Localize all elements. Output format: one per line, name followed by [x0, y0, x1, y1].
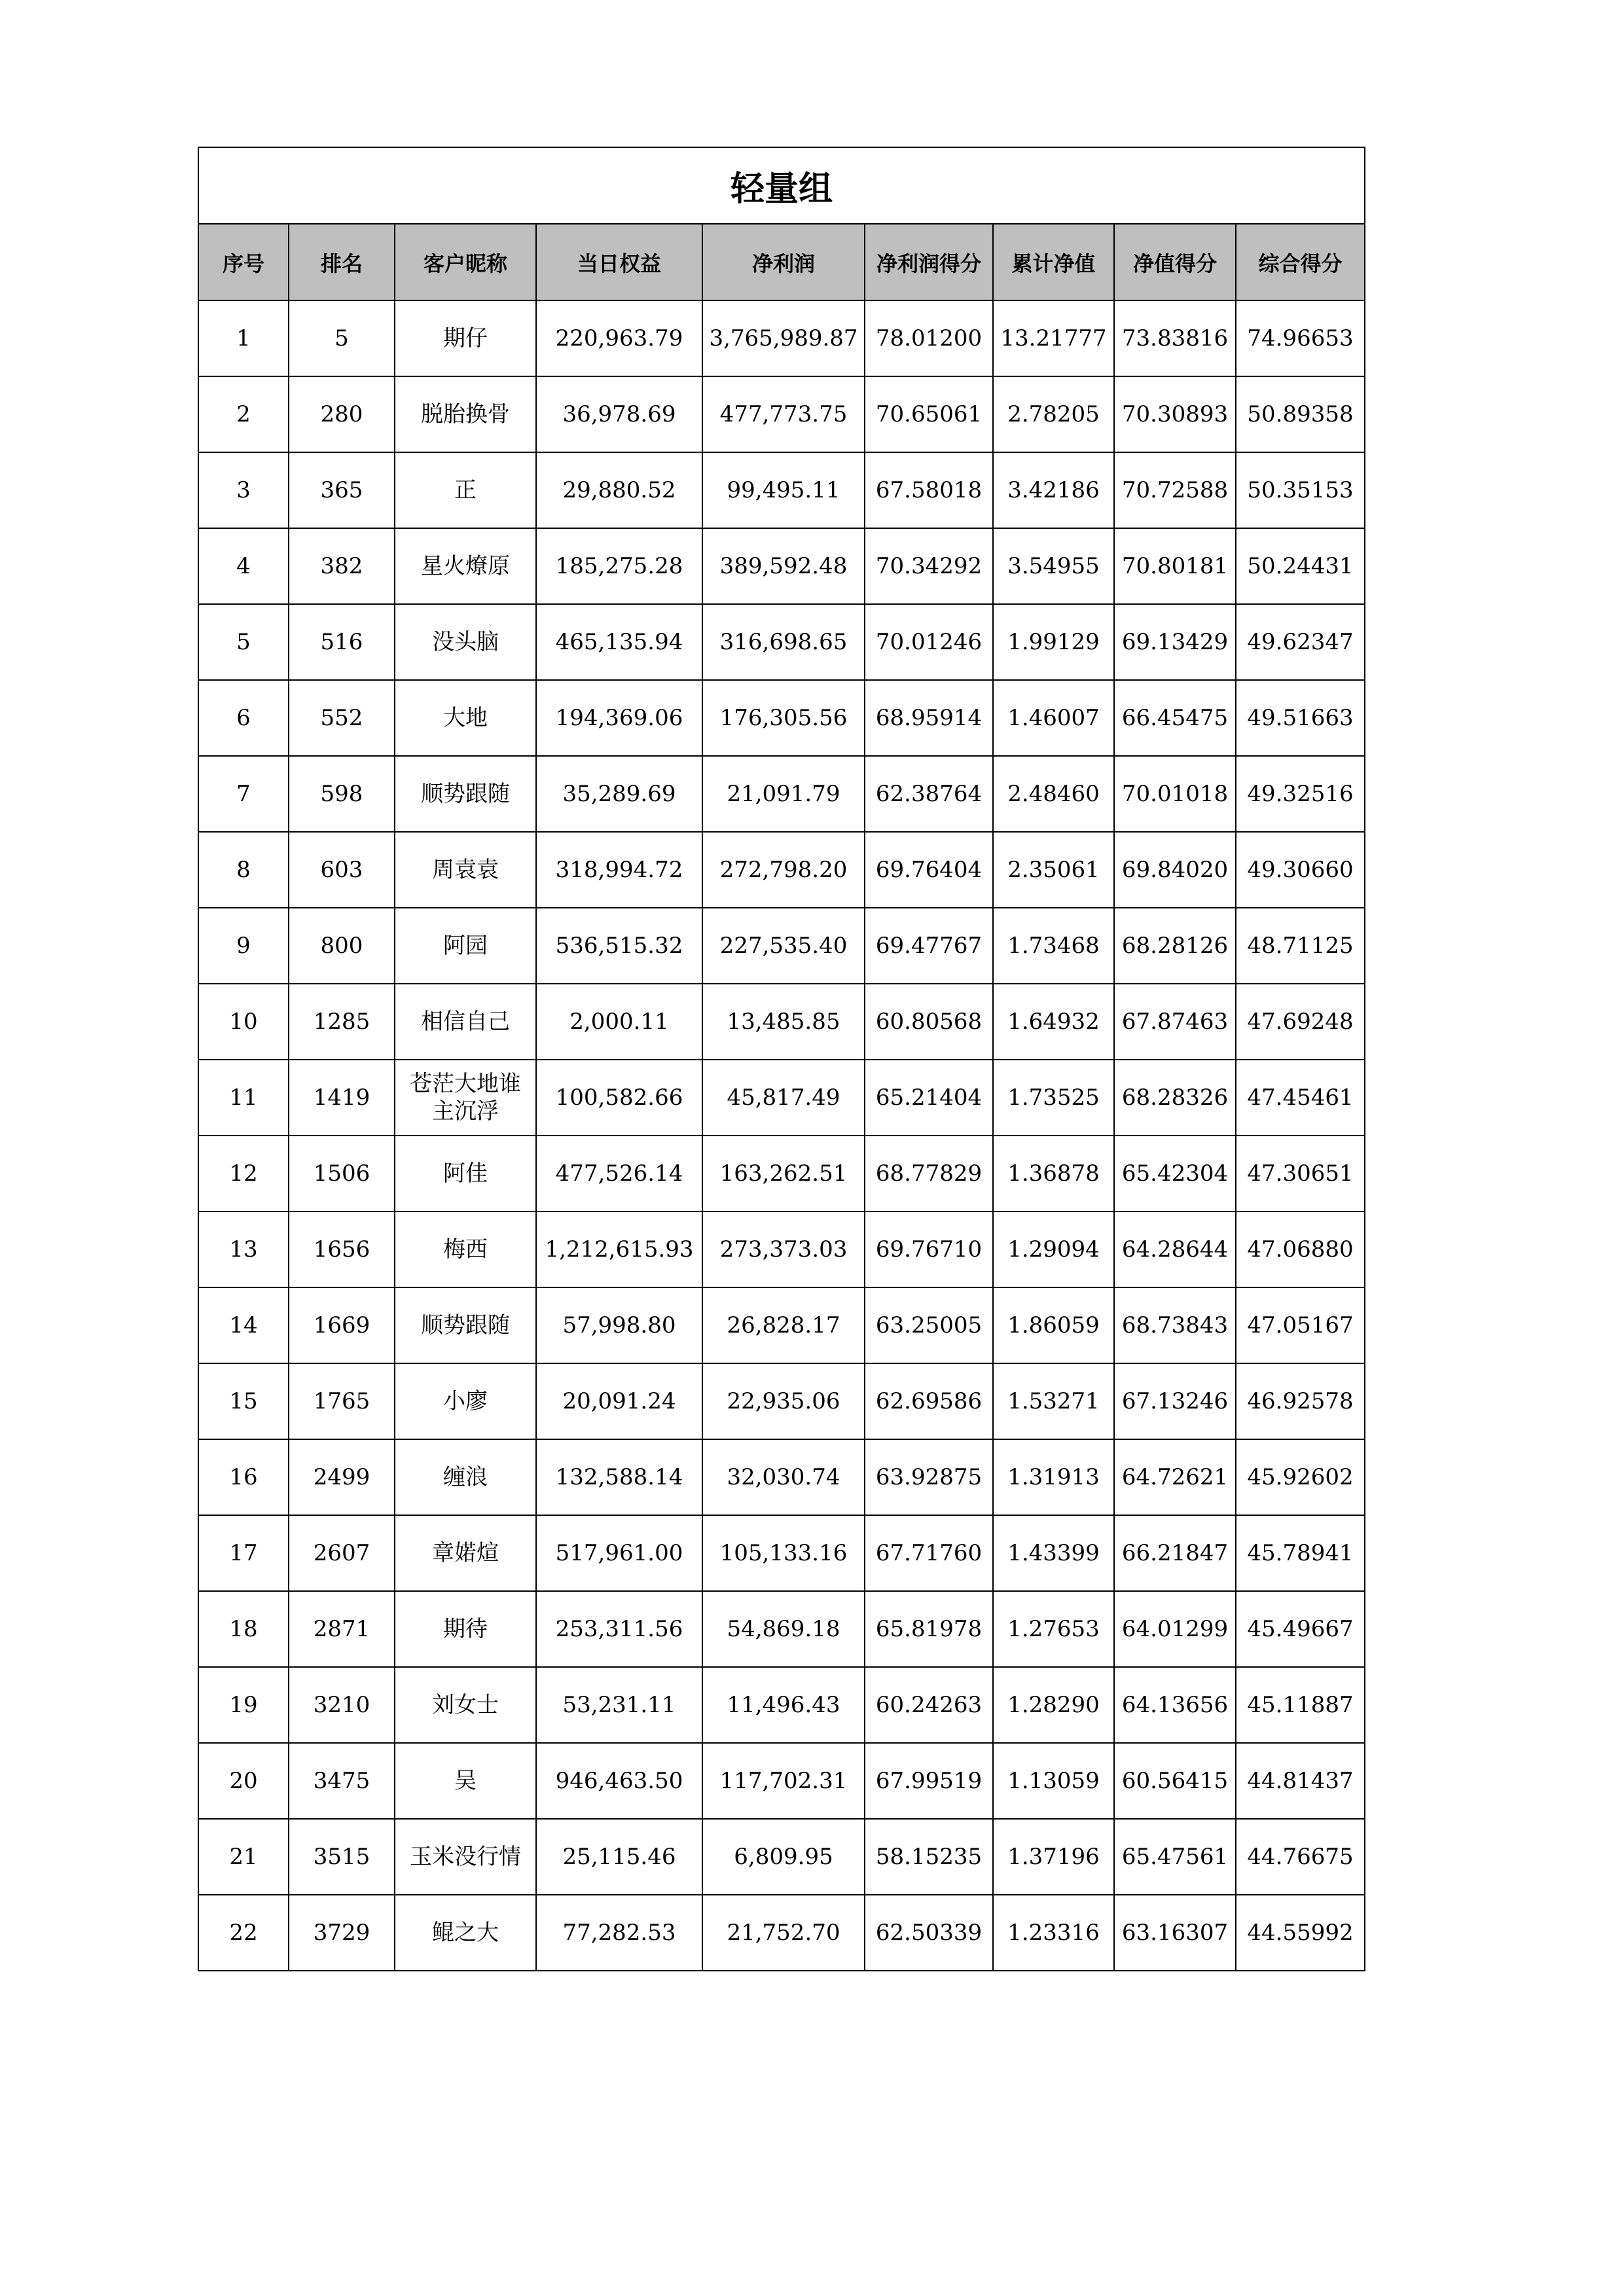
cell-equity: 57,998.80	[536, 1287, 702, 1363]
cell-nav-score: 73.83816	[1114, 300, 1236, 376]
cell-total-score: 50.89358	[1236, 376, 1365, 452]
table-row	[198, 832, 1365, 908]
cell-nickname: 大地	[395, 680, 536, 756]
cell-rank: 1285	[289, 984, 395, 1060]
cell-profit-score: 62.50339	[865, 1895, 993, 1971]
cell-cumulative-nav: 2.35061	[993, 832, 1114, 908]
cell-equity: 2,000.11	[536, 984, 702, 1060]
cell-total-score: 74.96653	[1236, 300, 1365, 376]
cell-nav-score: 68.28326	[1114, 1060, 1236, 1136]
cell-total-score: 45.78941	[1236, 1515, 1365, 1591]
cell-nickname: 吴	[395, 1743, 536, 1819]
ranking-sheet	[198, 147, 1364, 1971]
cell-nickname: 阿佳	[395, 1136, 536, 1211]
table-row	[198, 300, 1365, 376]
cell-equity: 77,282.53	[536, 1895, 702, 1971]
table-row	[198, 1363, 1365, 1439]
cell-profit-score: 63.92875	[865, 1439, 993, 1515]
cell-net-profit: 21,752.70	[702, 1895, 865, 1971]
cell-net-profit: 13,485.85	[702, 984, 865, 1060]
cell-index: 18	[198, 1591, 289, 1667]
cell-profit-score: 63.25005	[865, 1287, 993, 1363]
cell-nickname: 正	[395, 452, 536, 528]
cell-index: 19	[198, 1667, 289, 1743]
cell-net-profit: 117,702.31	[702, 1743, 865, 1819]
column-header-nav-score: 净值得分	[1114, 224, 1236, 300]
cell-total-score: 47.06880	[1236, 1211, 1365, 1287]
title-row	[198, 147, 1365, 224]
table-row	[198, 1895, 1365, 1971]
cell-equity: 132,588.14	[536, 1439, 702, 1515]
cell-profit-score: 62.69586	[865, 1363, 993, 1439]
cell-net-profit: 3,765,989.87	[702, 300, 865, 376]
cell-equity: 253,311.56	[536, 1591, 702, 1667]
cell-total-score: 47.45461	[1236, 1060, 1365, 1136]
cell-index: 5	[198, 604, 289, 680]
cell-nickname: 没头脑	[395, 604, 536, 680]
cell-total-score: 49.51663	[1236, 680, 1365, 756]
cell-nickname: 玉米没行情	[395, 1819, 536, 1895]
table-row	[198, 528, 1365, 604]
table-row	[198, 1515, 1365, 1591]
cell-nav-score: 70.01018	[1114, 756, 1236, 832]
cell-nav-score: 66.45475	[1114, 680, 1236, 756]
cell-equity: 20,091.24	[536, 1363, 702, 1439]
cell-cumulative-nav: 1.99129	[993, 604, 1114, 680]
cell-cumulative-nav: 1.27653	[993, 1591, 1114, 1667]
table-row	[198, 452, 1365, 528]
table-row	[198, 984, 1365, 1060]
cell-equity: 29,880.52	[536, 452, 702, 528]
cell-equity: 318,994.72	[536, 832, 702, 908]
table-row	[198, 756, 1365, 832]
cell-total-score: 50.35153	[1236, 452, 1365, 528]
cell-net-profit: 26,828.17	[702, 1287, 865, 1363]
cell-cumulative-nav: 1.46007	[993, 680, 1114, 756]
cell-profit-score: 70.65061	[865, 376, 993, 452]
cell-total-score: 45.92602	[1236, 1439, 1365, 1515]
cell-index: 22	[198, 1895, 289, 1971]
cell-cumulative-nav: 2.48460	[993, 756, 1114, 832]
cell-nav-score: 69.13429	[1114, 604, 1236, 680]
cell-nav-score: 64.72621	[1114, 1439, 1236, 1515]
cell-nickname: 相信自己	[395, 984, 536, 1060]
column-header-profit-score: 净利润得分	[865, 224, 993, 300]
cell-cumulative-nav: 3.42186	[993, 452, 1114, 528]
cell-net-profit: 316,698.65	[702, 604, 865, 680]
cell-net-profit: 272,798.20	[702, 832, 865, 908]
table-row	[198, 1667, 1365, 1743]
cell-cumulative-nav: 1.37196	[993, 1819, 1114, 1895]
cell-rank: 552	[289, 680, 395, 756]
cell-nav-score: 64.01299	[1114, 1591, 1236, 1667]
cell-total-score: 47.05167	[1236, 1287, 1365, 1363]
cell-cumulative-nav: 1.13059	[993, 1743, 1114, 1819]
cell-cumulative-nav: 1.86059	[993, 1287, 1114, 1363]
cell-cumulative-nav: 1.64932	[993, 984, 1114, 1060]
cell-nickname: 刘女士	[395, 1667, 536, 1743]
cell-index: 21	[198, 1819, 289, 1895]
cell-rank: 1419	[289, 1060, 395, 1136]
cell-index: 20	[198, 1743, 289, 1819]
cell-nav-score: 67.87463	[1114, 984, 1236, 1060]
cell-net-profit: 22,935.06	[702, 1363, 865, 1439]
table-row	[198, 908, 1365, 984]
cell-profit-score: 60.24263	[865, 1667, 993, 1743]
cell-net-profit: 105,133.16	[702, 1515, 865, 1591]
cell-index: 14	[198, 1287, 289, 1363]
cell-nickname: 星火燎原	[395, 528, 536, 604]
cell-total-score: 45.49667	[1236, 1591, 1365, 1667]
cell-rank: 382	[289, 528, 395, 604]
cell-total-score: 49.30660	[1236, 832, 1365, 908]
cell-cumulative-nav: 2.78205	[993, 376, 1114, 452]
cell-profit-score: 67.58018	[865, 452, 993, 528]
cell-nav-score: 63.16307	[1114, 1895, 1236, 1971]
cell-index: 2	[198, 376, 289, 452]
cell-profit-score: 60.80568	[865, 984, 993, 1060]
cell-nickname: 缠浪	[395, 1439, 536, 1515]
cell-profit-score: 70.34292	[865, 528, 993, 604]
cell-equity: 465,135.94	[536, 604, 702, 680]
cell-rank: 3729	[289, 1895, 395, 1971]
cell-nav-score: 65.42304	[1114, 1136, 1236, 1211]
cell-equity: 220,963.79	[536, 300, 702, 376]
cell-total-score: 45.11887	[1236, 1667, 1365, 1743]
cell-nav-score: 60.56415	[1114, 1743, 1236, 1819]
cell-cumulative-nav: 1.73525	[993, 1060, 1114, 1136]
cell-net-profit: 6,809.95	[702, 1819, 865, 1895]
cell-profit-score: 69.76404	[865, 832, 993, 908]
cell-profit-score: 69.76710	[865, 1211, 993, 1287]
cell-equity: 1,212,615.93	[536, 1211, 702, 1287]
column-header-rank: 排名	[289, 224, 395, 300]
table-row	[198, 1439, 1365, 1515]
cell-nickname: 期待	[395, 1591, 536, 1667]
cell-total-score: 48.71125	[1236, 908, 1365, 984]
cell-rank: 1506	[289, 1136, 395, 1211]
cell-index: 15	[198, 1363, 289, 1439]
column-header-index: 序号	[198, 224, 289, 300]
cell-nav-score: 69.84020	[1114, 832, 1236, 908]
cell-nav-score: 64.28644	[1114, 1211, 1236, 1287]
cell-total-score: 49.32516	[1236, 756, 1365, 832]
cell-index: 17	[198, 1515, 289, 1591]
cell-rank: 598	[289, 756, 395, 832]
cell-profit-score: 70.01246	[865, 604, 993, 680]
cell-nav-score: 68.73843	[1114, 1287, 1236, 1363]
cell-equity: 35,289.69	[536, 756, 702, 832]
column-header-total-score: 综合得分	[1236, 224, 1365, 300]
cell-index: 3	[198, 452, 289, 528]
cell-net-profit: 273,373.03	[702, 1211, 865, 1287]
cell-net-profit: 21,091.79	[702, 756, 865, 832]
cell-equity: 185,275.28	[536, 528, 702, 604]
cell-total-score: 49.62347	[1236, 604, 1365, 680]
cell-profit-score: 78.01200	[865, 300, 993, 376]
cell-equity: 517,961.00	[536, 1515, 702, 1591]
cell-rank: 2607	[289, 1515, 395, 1591]
cell-profit-score: 68.95914	[865, 680, 993, 756]
cell-cumulative-nav: 1.23316	[993, 1895, 1114, 1971]
cell-profit-score: 67.71760	[865, 1515, 993, 1591]
cell-total-score: 47.30651	[1236, 1136, 1365, 1211]
cell-index: 4	[198, 528, 289, 604]
cell-nickname: 章婼煊	[395, 1515, 536, 1591]
cell-total-score: 44.81437	[1236, 1743, 1365, 1819]
column-header-net-profit: 净利润	[702, 224, 865, 300]
column-header-nickname: 客户昵称	[395, 224, 536, 300]
cell-nav-score: 65.47561	[1114, 1819, 1236, 1895]
table-title: 轻量组	[198, 147, 1365, 224]
cell-index: 16	[198, 1439, 289, 1515]
ranking-table	[198, 147, 1365, 1971]
cell-nav-score: 66.21847	[1114, 1515, 1236, 1591]
cell-cumulative-nav: 13.21777	[993, 300, 1114, 376]
cell-net-profit: 99,495.11	[702, 452, 865, 528]
cell-equity: 53,231.11	[536, 1667, 702, 1743]
cell-cumulative-nav: 1.36878	[993, 1136, 1114, 1211]
cell-profit-score: 69.47767	[865, 908, 993, 984]
cell-profit-score: 62.38764	[865, 756, 993, 832]
cell-net-profit: 477,773.75	[702, 376, 865, 452]
cell-index: 11	[198, 1060, 289, 1136]
cell-equity: 194,369.06	[536, 680, 702, 756]
table-row	[198, 1743, 1365, 1819]
cell-rank: 3475	[289, 1743, 395, 1819]
cell-nickname: 脱胎换骨	[395, 376, 536, 452]
cell-cumulative-nav: 1.53271	[993, 1363, 1114, 1439]
table-row	[198, 1136, 1365, 1211]
cell-nickname: 期仔	[395, 300, 536, 376]
table-row	[198, 376, 1365, 452]
cell-rank: 800	[289, 908, 395, 984]
cell-cumulative-nav: 1.28290	[993, 1667, 1114, 1743]
cell-rank: 3515	[289, 1819, 395, 1895]
table-row	[198, 604, 1365, 680]
cell-nickname: 周袁袁	[395, 832, 536, 908]
column-header-equity: 当日权益	[536, 224, 702, 300]
cell-equity: 36,978.69	[536, 376, 702, 452]
table-row	[198, 1287, 1365, 1363]
cell-total-score: 47.69248	[1236, 984, 1365, 1060]
cell-equity: 477,526.14	[536, 1136, 702, 1211]
cell-index: 8	[198, 832, 289, 908]
cell-equity: 100,582.66	[536, 1060, 702, 1136]
cell-nav-score: 70.80181	[1114, 528, 1236, 604]
cell-nav-score: 64.13656	[1114, 1667, 1236, 1743]
cell-nickname: 梅西	[395, 1211, 536, 1287]
cell-nickname: 顺势跟随	[395, 1287, 536, 1363]
cell-cumulative-nav: 1.43399	[993, 1515, 1114, 1591]
cell-equity: 25,115.46	[536, 1819, 702, 1895]
cell-net-profit: 54,869.18	[702, 1591, 865, 1667]
cell-index: 12	[198, 1136, 289, 1211]
cell-profit-score: 67.99519	[865, 1743, 993, 1819]
cell-index: 7	[198, 756, 289, 832]
table-body	[198, 300, 1365, 1971]
cell-total-score: 44.55992	[1236, 1895, 1365, 1971]
cell-nickname: 顺势跟随	[395, 756, 536, 832]
cell-net-profit: 32,030.74	[702, 1439, 865, 1515]
cell-equity: 536,515.32	[536, 908, 702, 984]
table-row	[198, 1211, 1365, 1287]
cell-rank: 1765	[289, 1363, 395, 1439]
cell-nickname: 小廖	[395, 1363, 536, 1439]
cell-profit-score: 68.77829	[865, 1136, 993, 1211]
cell-index: 6	[198, 680, 289, 756]
cell-nav-score: 67.13246	[1114, 1363, 1236, 1439]
column-header-cumulative-nav: 累计净值	[993, 224, 1114, 300]
cell-equity: 946,463.50	[536, 1743, 702, 1819]
cell-net-profit: 227,535.40	[702, 908, 865, 984]
cell-index: 9	[198, 908, 289, 984]
cell-profit-score: 58.15235	[865, 1819, 993, 1895]
cell-nav-score: 70.72588	[1114, 452, 1236, 528]
cell-index: 1	[198, 300, 289, 376]
cell-nav-score: 70.30893	[1114, 376, 1236, 452]
cell-net-profit: 45,817.49	[702, 1060, 865, 1136]
table-row	[198, 1060, 1365, 1136]
cell-cumulative-nav: 3.54955	[993, 528, 1114, 604]
cell-total-score: 44.76675	[1236, 1819, 1365, 1895]
cell-rank: 3210	[289, 1667, 395, 1743]
cell-nickname: 阿园	[395, 908, 536, 984]
cell-total-score: 50.24431	[1236, 528, 1365, 604]
cell-rank: 2499	[289, 1439, 395, 1515]
cell-profit-score: 65.81978	[865, 1591, 993, 1667]
cell-net-profit: 163,262.51	[702, 1136, 865, 1211]
table-row	[198, 1819, 1365, 1895]
cell-rank: 1656	[289, 1211, 395, 1287]
table-row	[198, 680, 1365, 756]
cell-rank: 2871	[289, 1591, 395, 1667]
cell-rank: 1669	[289, 1287, 395, 1363]
cell-net-profit: 176,305.56	[702, 680, 865, 756]
cell-cumulative-nav: 1.73468	[993, 908, 1114, 984]
cell-net-profit: 389,592.48	[702, 528, 865, 604]
cell-rank: 516	[289, 604, 395, 680]
cell-net-profit: 11,496.43	[702, 1667, 865, 1743]
header-row	[198, 224, 1365, 300]
cell-index: 13	[198, 1211, 289, 1287]
cell-nickname: 苍茫大地谁主沉浮	[395, 1060, 536, 1136]
cell-rank: 280	[289, 376, 395, 452]
cell-cumulative-nav: 1.29094	[993, 1211, 1114, 1287]
cell-index: 10	[198, 984, 289, 1060]
table-row	[198, 1591, 1365, 1667]
cell-rank: 365	[289, 452, 395, 528]
cell-rank: 603	[289, 832, 395, 908]
cell-rank: 5	[289, 300, 395, 376]
cell-cumulative-nav: 1.31913	[993, 1439, 1114, 1515]
cell-nickname: 鲲之大	[395, 1895, 536, 1971]
cell-total-score: 46.92578	[1236, 1363, 1365, 1439]
cell-nav-score: 68.28126	[1114, 908, 1236, 984]
cell-profit-score: 65.21404	[865, 1060, 993, 1136]
